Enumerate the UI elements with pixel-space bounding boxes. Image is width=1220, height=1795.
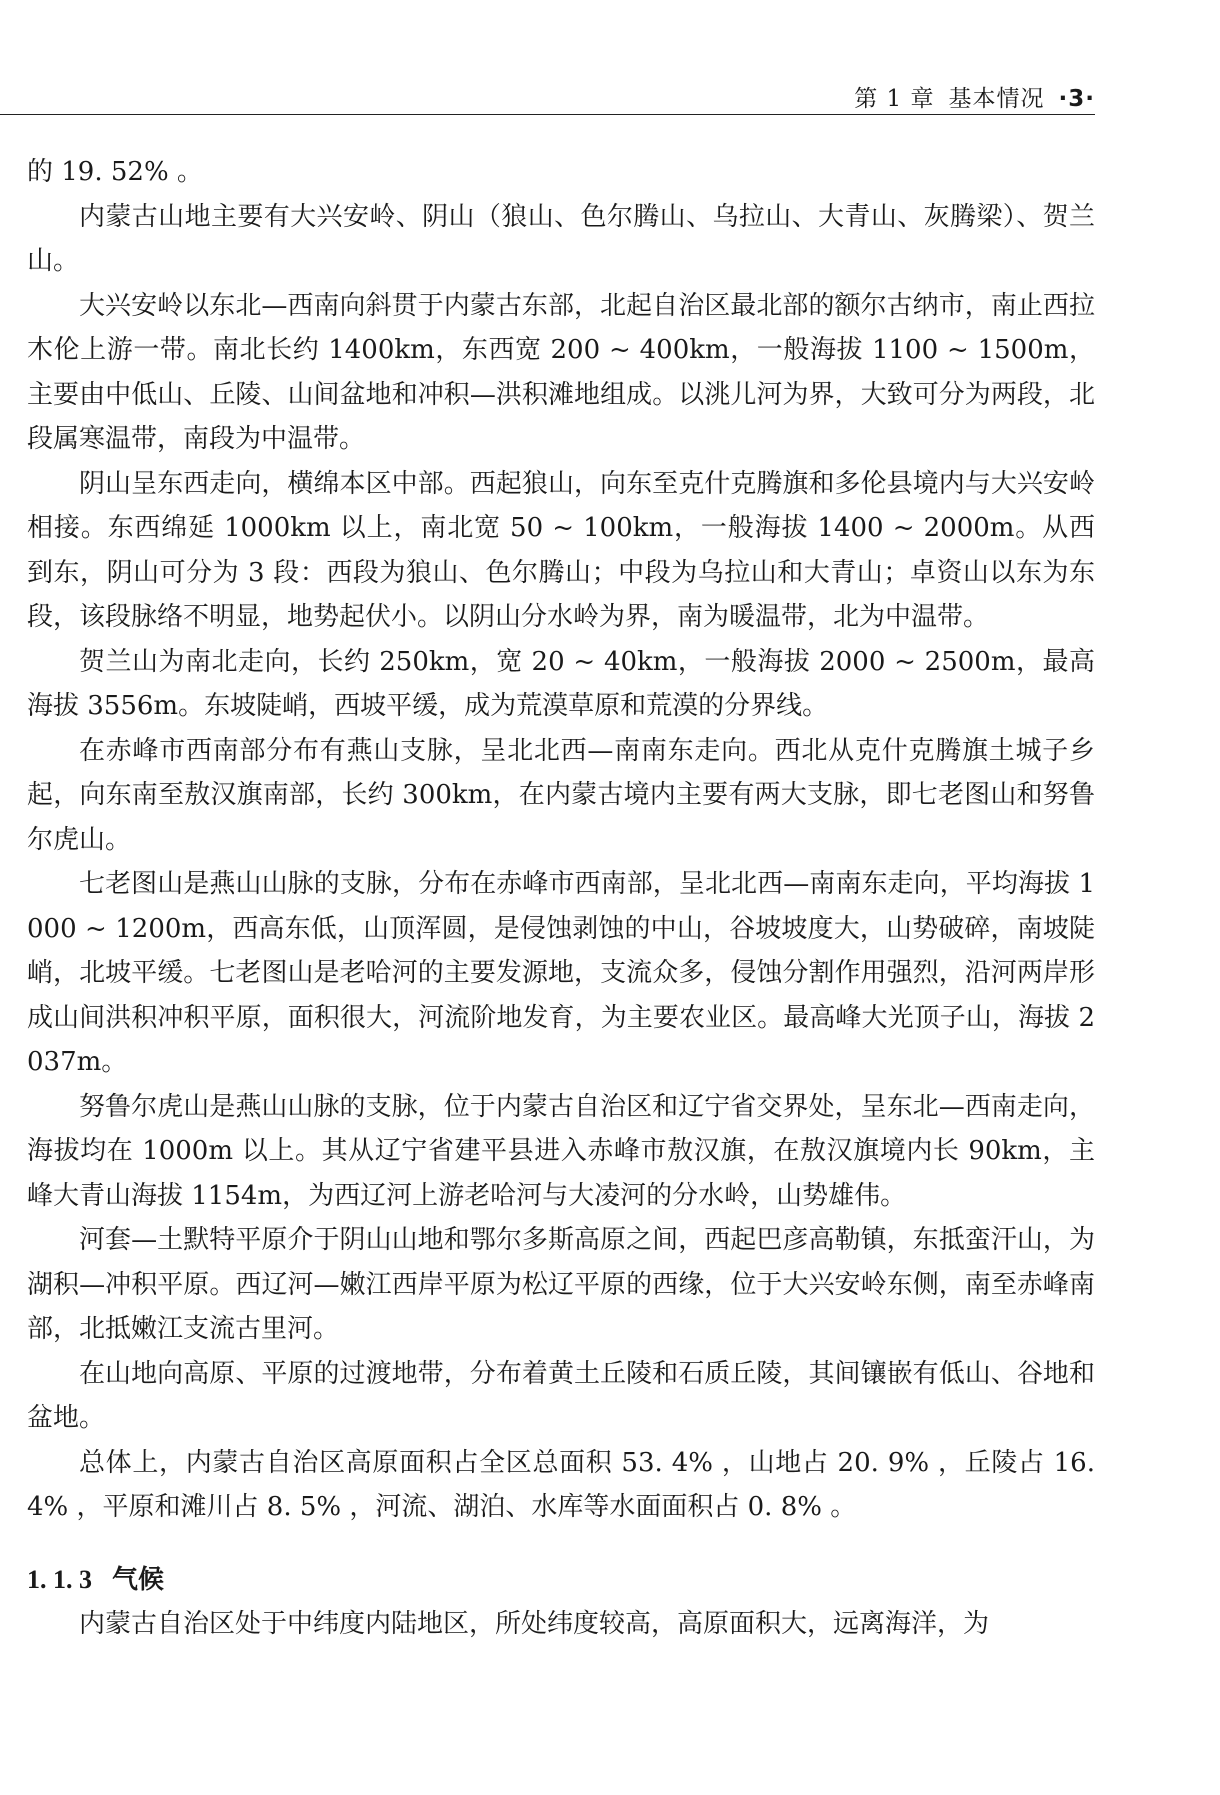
paragraph-hills: 在山地向高原、平原的过渡地带，分布着黄土丘陵和石质丘陵，其间镶嵌有低山、谷地和盆地。 <box>27 1358 1095 1433</box>
section-title: 气候 <box>112 1564 165 1595</box>
page-number: ·3· <box>1058 86 1095 112</box>
paragraph-daxinganling: 大兴安岭以东北—西南向斜贯于内蒙古东部，北起自治区最北部的额尔古纳市，南止西拉木伦上游一带。南北长约 1400km，东西宽 200 ~ 400km，一般海拔 1100 ~ 1500m，主要由中低山、丘陵、山间盆地和冲积—洪积滩地组成。以洮儿河为界，大致可分为两段，北段属寒温带，南段为中温带。 <box>27 290 1095 454</box>
running-header <box>0 78 1095 115</box>
chapter-title: 基本情况 <box>948 86 1045 112</box>
paragraph-nuluerhushan: 努鲁尔虎山是燕山山脉的支脉，位于内蒙古自治区和辽宁省交界处，呈东北—西南走向，海拔均在 1000m 以上。其从辽宁省建平县进入赤峰市敖汉旗，在敖汉旗境内长 90km，主峰大青山海拔 1154m，为西辽河上游老哈河与大凌河的分水岭，山势雄伟。 <box>27 1091 1095 1211</box>
paragraph-area-summary: 总体上，内蒙古自治区高原面积占全区总面积 53. 4% ，山地占 20. 9% ，丘陵占 16. 4% ，平原和滩川占 8. 5% ，河流、湖泊、水库等水面面积占 0. 8% 。 <box>27 1447 1095 1522</box>
page-body <box>27 150 1095 1646</box>
running-header-text <box>840 80 1095 113</box>
paragraph-mountains-overview: 内蒙古山地主要有大兴安岭、阴山（狼山、色尔腾山、乌拉山、大青山、灰腾梁）、贺兰山。 <box>27 201 1095 276</box>
chapter-label: 第 1 章 <box>854 86 935 112</box>
paragraph-plains: 河套—土默特平原介于阴山山地和鄂尔多斯高原之间，西起巴彦高勒镇，东抵蛮汗山，为湖积—冲积平原。西辽河—嫩江西岸平原为松辽平原的西缘，位于大兴安岭东侧，南至赤峰南部，北抵嫩江支流古里河。 <box>27 1225 1095 1344</box>
paragraph-yanshan: 在赤峰市西南部分布有燕山支脉，呈北北西—南南东走向。西北从克什克腾旗土城子乡起，向东南至敖汉旗南部，长约 300km，在内蒙古境内主要有两大支脉，即七老图山和努鲁尔虎山。 <box>27 735 1095 855</box>
paragraph-helanshan: 贺兰山为南北走向，长约 250km，宽 20 ~ 40km，一般海拔 2000 ~ 2500m，最高海拔 3556m。东坡陡峭，西坡平缓，成为荒漠草原和荒漠的分界线。 <box>27 646 1095 721</box>
paragraph-yinshan: 阴山呈东西走向，横绵本区中部。西起狼山，向东至克什克腾旗和多伦县境内与大兴安岭相接。东西绵延 1000km 以上，南北宽 50 ~ 100km，一般海拔 1400 ~ 2000m。从西到东，阴山可分为 3 段：西段为狼山、色尔腾山；中段为乌拉山和大青山；卓资山以东为东段，该段脉络不明显，地势起伏小。以阴山分水岭为界，南为暖温带，北为中温带。 <box>27 468 1095 632</box>
section-heading <box>27 1558 1095 1602</box>
paragraph-continuation: 的 19. 52% 。 <box>27 157 203 187</box>
paragraph-climate: 内蒙古自治区处于中纬度内陆地区，所处纬度较高，高原面积大，远离海洋，为 <box>79 1608 990 1639</box>
paragraph-qilaotushan: 七老图山是燕山山脉的支脉，分布在赤峰市西南部，呈北北西—南南东走向，平均海拔 1000 ~ 1200m，西高东低，山顶浑圆，是侵蚀剥蚀的中山，谷坡坡度大，山势破碎，南坡陡峭，北坡平缓。七老图山是老哈河的主要发源地，支流众多，侵蚀分割作用强烈，沿河两岸形成山间洪积冲积平原，面积很大，河流阶地发育，为主要农业区。最高峰大光顶子山，海拔 2037m。 <box>27 869 1095 1077</box>
section-number: 1. 1. 3 <box>27 1564 92 1594</box>
